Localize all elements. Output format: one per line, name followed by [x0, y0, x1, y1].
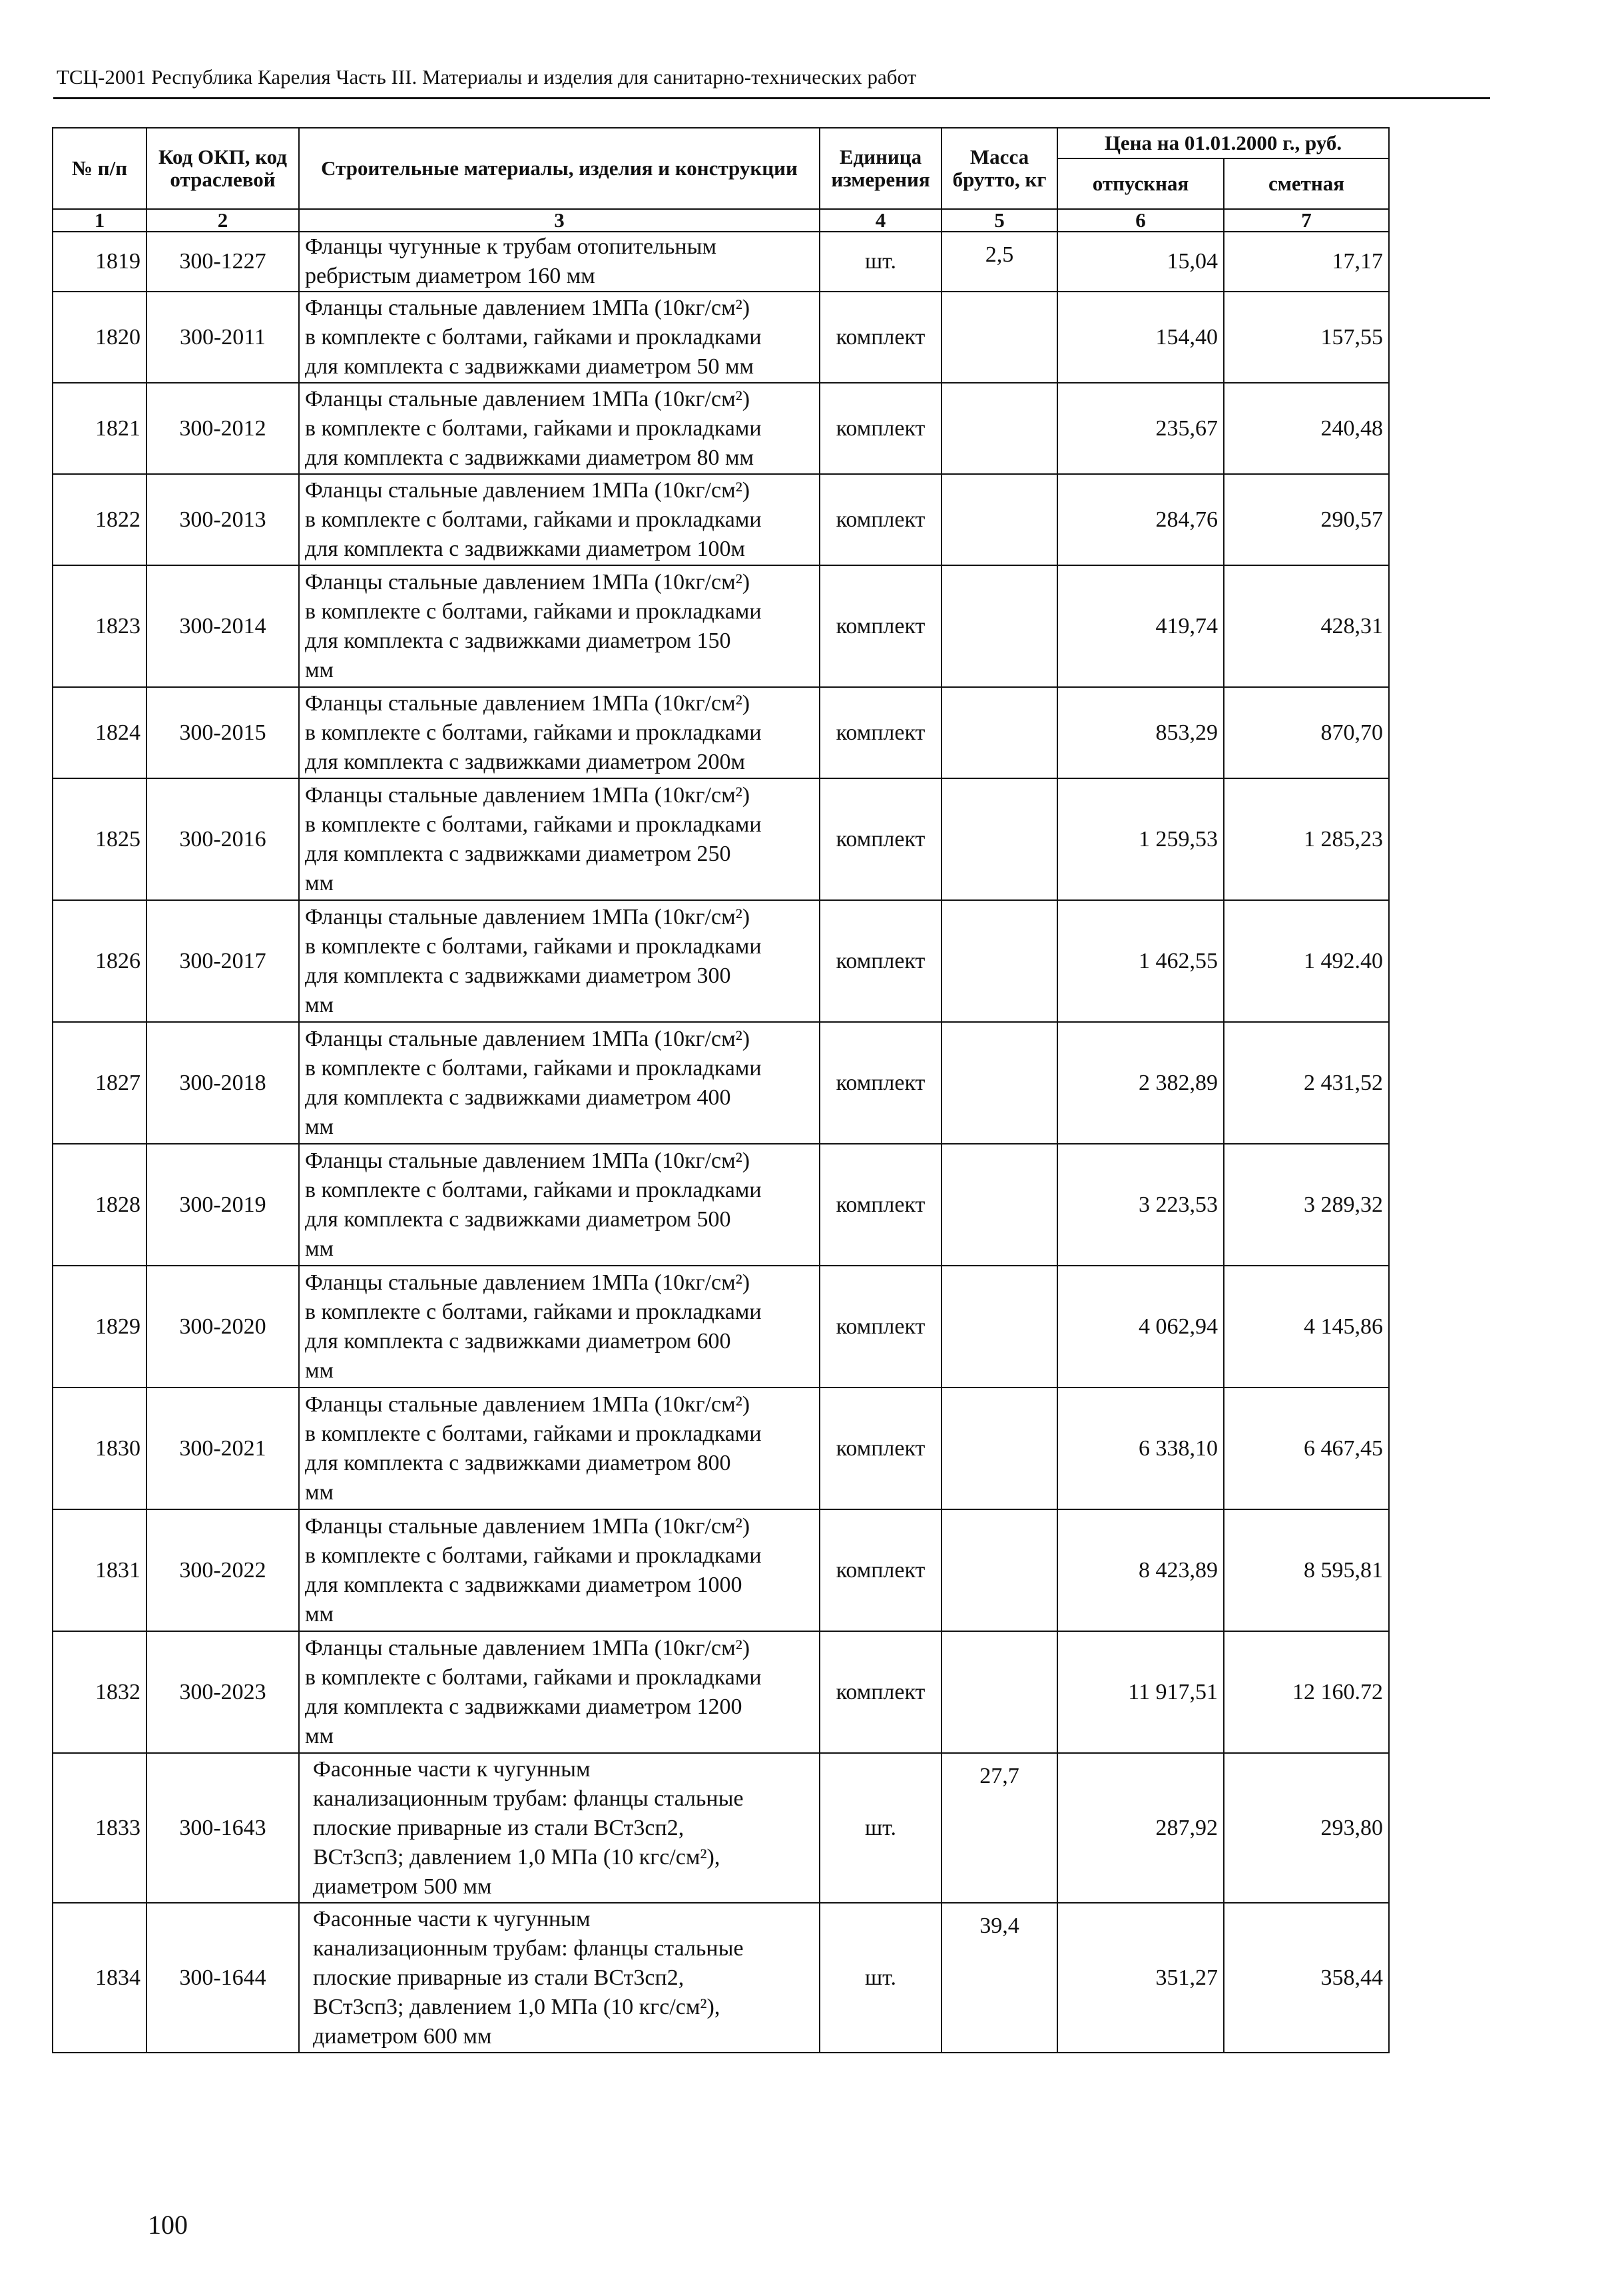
row-release-price: 6 338,10 [1057, 1388, 1224, 1509]
row-release-price: 2 382,89 [1057, 1022, 1224, 1144]
description-line: Фланцы стальные давлением 1МПа (10кг/см²) [305, 386, 750, 411]
row-mass [942, 1631, 1057, 1753]
column-number: 7 [1224, 209, 1389, 232]
row-mass [942, 1144, 1057, 1266]
row-description [299, 292, 820, 383]
description-line: в комплекте с болтами, гайками и прокладками [305, 599, 762, 624]
table-row [53, 232, 1389, 292]
price-table [52, 127, 1390, 2053]
description-line: в комплекте с болтами, гайками и прокладками [305, 720, 762, 745]
row-release-price: 11 917,51 [1057, 1631, 1224, 1753]
description-line: канализационным трубам: фланцы стальные [313, 1935, 744, 1961]
header-estimate: сметная [1224, 158, 1389, 209]
row-number: 1834 [53, 1903, 146, 2053]
row-description [299, 383, 820, 474]
table-row [53, 292, 1389, 383]
description-line: плоские приварные из стали ВСт3сп2, [313, 1815, 684, 1840]
row-code: 300-2021 [146, 1388, 299, 1509]
table-row [53, 565, 1389, 687]
row-mass [942, 1266, 1057, 1388]
description-line: для комплекта с задвижками диаметром 150 [305, 628, 731, 653]
row-number: 1829 [53, 1266, 146, 1388]
description-line: Фланцы стальные давлением 1МПа (10кг/см²) [305, 295, 750, 320]
row-unit: комплект [820, 292, 942, 383]
row-release-price: 235,67 [1057, 383, 1224, 474]
description-line: канализационным трубам: фланцы стальные [313, 1786, 744, 1811]
description-line: мм [305, 1358, 334, 1383]
header-price-group: Цена на 01.01.2000 г., руб. [1057, 128, 1389, 158]
row-estimate-price: 8 595,81 [1224, 1509, 1389, 1631]
column-number: 5 [942, 209, 1057, 232]
row-number: 1826 [53, 900, 146, 1022]
description-line: в комплекте с болтами, гайками и прокладками [305, 415, 762, 441]
row-code: 300-1227 [146, 232, 299, 292]
row-unit: комплект [820, 1509, 942, 1631]
row-description [299, 1753, 820, 1903]
row-unit: шт. [820, 1753, 942, 1903]
row-code: 300-2020 [146, 1266, 299, 1388]
row-mass [942, 900, 1057, 1022]
description-line: в комплекте с болтами, гайками и прокладками [305, 933, 762, 959]
table-row [53, 383, 1389, 474]
row-code: 300-2017 [146, 900, 299, 1022]
row-description [299, 1631, 820, 1753]
row-release-price: 8 423,89 [1057, 1509, 1224, 1631]
row-description [299, 1144, 820, 1266]
table-row [53, 1266, 1389, 1388]
row-mass [942, 292, 1057, 383]
row-number: 1832 [53, 1631, 146, 1753]
row-estimate-price: 358,44 [1224, 1903, 1389, 2053]
header-name: Строительные материалы, изделия и конструкции [299, 128, 820, 209]
table-row [53, 1753, 1389, 1903]
description-line: мм [305, 1114, 334, 1139]
row-release-price: 1 259,53 [1057, 778, 1224, 900]
row-unit: шт. [820, 1903, 942, 2053]
description-line: для комплекта с задвижками диаметром 100м [305, 536, 746, 561]
row-code: 300-2019 [146, 1144, 299, 1266]
table-row [53, 474, 1389, 565]
row-description [299, 900, 820, 1022]
description-line: Фасонные части к чугунным [313, 1906, 591, 1931]
row-estimate-price: 17,17 [1224, 232, 1389, 292]
row-code: 300-1644 [146, 1903, 299, 2053]
row-estimate-price: 1 285,23 [1224, 778, 1389, 900]
description-line: для комплекта с задвижками диаметром 200м [305, 749, 746, 774]
row-unit: комплект [820, 1022, 942, 1144]
row-estimate-price: 4 145,86 [1224, 1266, 1389, 1388]
header-mass: Масса брутто, кг [942, 128, 1057, 209]
column-number: 2 [146, 209, 299, 232]
row-unit: комплект [820, 1631, 942, 1753]
description-line: Фланцы чугунные к трубам отопительным [305, 234, 716, 259]
description-line: Фланцы стальные давлением 1МПа (10кг/см²) [305, 690, 750, 716]
row-description [299, 474, 820, 565]
row-release-price: 15,04 [1057, 232, 1224, 292]
row-number: 1828 [53, 1144, 146, 1266]
row-release-price: 154,40 [1057, 292, 1224, 383]
description-line: Фланцы стальные давлением 1МПа (10кг/см²) [305, 1270, 750, 1295]
table-row [53, 1509, 1389, 1631]
row-mass [942, 778, 1057, 900]
row-unit: шт. [820, 232, 942, 292]
description-line: для комплекта с задвижками диаметром 80 мм [305, 445, 754, 470]
header-release: отпускная [1057, 158, 1224, 209]
row-code: 300-2013 [146, 474, 299, 565]
table-row [53, 900, 1389, 1022]
row-release-price: 284,76 [1057, 474, 1224, 565]
description-line: для комплекта с задвижками диаметром 400 [305, 1085, 731, 1110]
row-unit: комплект [820, 1388, 942, 1509]
row-release-price: 351,27 [1057, 1903, 1224, 2053]
row-description [299, 232, 820, 292]
page-header: ТСЦ-2001 Республика Карелия Часть III. Материалы и изделия для санитарно-технических работ [57, 65, 917, 89]
row-number: 1833 [53, 1753, 146, 1903]
row-number: 1823 [53, 565, 146, 687]
header-num: № п/п [53, 128, 146, 209]
description-line: в комплекте с болтами, гайками и прокладками [305, 1543, 762, 1568]
row-number: 1830 [53, 1388, 146, 1509]
row-code: 300-2016 [146, 778, 299, 900]
description-line: для комплекта с задвижками диаметром 1000 [305, 1572, 742, 1597]
row-number: 1819 [53, 232, 146, 292]
row-unit: комплект [820, 1266, 942, 1388]
row-description [299, 1022, 820, 1144]
row-mass [942, 687, 1057, 778]
row-estimate-price: 1 492.40 [1224, 900, 1389, 1022]
description-line: Фланцы стальные давлением 1МПа (10кг/см²) [305, 477, 750, 503]
description-line: мм [305, 1601, 334, 1627]
row-unit: комплект [820, 1144, 942, 1266]
row-unit: комплект [820, 778, 942, 900]
row-number: 1827 [53, 1022, 146, 1144]
description-line: Фланцы стальные давлением 1МПа (10кг/см²) [305, 1392, 750, 1417]
column-number: 1 [53, 209, 146, 232]
description-line: для комплекта с задвижками диаметром 1200 [305, 1694, 742, 1719]
description-line: Фланцы стальные давлением 1МПа (10кг/см²) [305, 782, 750, 808]
row-number: 1822 [53, 474, 146, 565]
column-number: 6 [1057, 209, 1224, 232]
row-description [299, 1903, 820, 2053]
row-mass [942, 1388, 1057, 1509]
description-line: мм [305, 1479, 334, 1505]
row-unit: комплект [820, 900, 942, 1022]
row-mass: 27,7 [942, 1753, 1057, 1903]
row-estimate-price: 428,31 [1224, 565, 1389, 687]
description-line: ребристым диаметром 160 мм [305, 264, 595, 288]
description-line: мм [305, 1723, 334, 1748]
description-line: мм [305, 992, 334, 1017]
row-mass: 2,5 [942, 232, 1057, 292]
row-code: 300-2015 [146, 687, 299, 778]
row-release-price: 1 462,55 [1057, 900, 1224, 1022]
table-row [53, 1144, 1389, 1266]
row-unit: комплект [820, 687, 942, 778]
row-code: 300-2012 [146, 383, 299, 474]
row-description [299, 1266, 820, 1388]
header-code: Код ОКП, код отраслевой [146, 128, 299, 209]
table-row [53, 687, 1389, 778]
description-line: ВСт3сп3; давлением 1,0 МПа (10 кгс/см²), [313, 1994, 720, 2019]
description-line: в комплекте с болтами, гайками и прокладками [305, 812, 762, 837]
description-line: ВСт3сп3; давлением 1,0 МПа (10 кгс/см²), [313, 1844, 720, 1870]
row-number: 1825 [53, 778, 146, 900]
row-unit: комплект [820, 474, 942, 565]
row-estimate-price: 6 467,45 [1224, 1388, 1389, 1509]
row-number: 1824 [53, 687, 146, 778]
table-row [53, 1388, 1389, 1509]
row-number: 1821 [53, 383, 146, 474]
row-release-price: 3 223,53 [1057, 1144, 1224, 1266]
row-estimate-price: 12 160.72 [1224, 1631, 1389, 1753]
description-line: для комплекта с задвижками диаметром 50 мм [305, 354, 754, 379]
row-mass [942, 1022, 1057, 1144]
row-number: 1831 [53, 1509, 146, 1631]
description-line: Фланцы стальные давлением 1МПа (10кг/см²) [305, 569, 750, 595]
description-line: в комплекте с болтами, гайками и прокладками [305, 1664, 762, 1690]
description-line: Фланцы стальные давлением 1МПа (10кг/см²) [305, 1148, 750, 1173]
row-estimate-price: 240,48 [1224, 383, 1389, 474]
column-number: 4 [820, 209, 942, 232]
row-mass [942, 1509, 1057, 1631]
table-row [53, 1631, 1389, 1753]
row-code: 300-2011 [146, 292, 299, 383]
row-code: 300-2014 [146, 565, 299, 687]
page-number: 100 [148, 2210, 188, 2240]
description-line: для комплекта с задвижками диаметром 300 [305, 963, 731, 988]
description-line: Фланцы стальные давлением 1МПа (10кг/см²) [305, 1513, 750, 1539]
row-release-price: 4 062,94 [1057, 1266, 1224, 1388]
description-line: в комплекте с болтами, гайками и прокладками [305, 324, 762, 350]
row-code: 300-2018 [146, 1022, 299, 1144]
table-row [53, 778, 1389, 900]
row-release-price: 419,74 [1057, 565, 1224, 687]
description-line: Фасонные части к чугунным [313, 1756, 591, 1782]
row-description [299, 778, 820, 900]
description-line: Фланцы стальные давлением 1МПа (10кг/см²) [305, 1026, 750, 1051]
description-line: мм [305, 657, 334, 682]
row-code: 300-1643 [146, 1753, 299, 1903]
description-line: Фланцы стальные давлением 1МПа (10кг/см²) [305, 1635, 750, 1660]
column-number: 3 [299, 209, 820, 232]
row-number: 1820 [53, 292, 146, 383]
description-line: в комплекте с болтами, гайками и прокладками [305, 507, 762, 532]
row-estimate-price: 293,80 [1224, 1753, 1389, 1903]
row-estimate-price: 157,55 [1224, 292, 1389, 383]
header-unit: Единица измерения [820, 128, 942, 209]
row-estimate-price: 3 289,32 [1224, 1144, 1389, 1266]
description-line: для комплекта с задвижками диаметром 250 [305, 841, 731, 866]
description-line: для комплекта с задвижками диаметром 500 [305, 1206, 731, 1232]
row-code: 300-2023 [146, 1631, 299, 1753]
description-line: для комплекта с задвижками диаметром 800 [305, 1450, 731, 1475]
description-line: Фланцы стальные давлением 1МПа (10кг/см²) [305, 904, 750, 929]
description-line: диаметром 600 мм [313, 2023, 492, 2049]
row-code: 300-2022 [146, 1509, 299, 1631]
row-unit: комплект [820, 565, 942, 687]
row-unit: комплект [820, 383, 942, 474]
row-description [299, 1509, 820, 1631]
row-mass [942, 474, 1057, 565]
row-mass [942, 383, 1057, 474]
row-estimate-price: 290,57 [1224, 474, 1389, 565]
description-line: мм [305, 1236, 334, 1261]
row-release-price: 287,92 [1057, 1753, 1224, 1903]
description-line: плоские приварные из стали ВСт3сп2, [313, 1965, 684, 1990]
description-line: в комплекте с болтами, гайками и прокладками [305, 1299, 762, 1324]
header-rule [53, 97, 1490, 99]
row-mass: 39,4 [942, 1903, 1057, 2053]
row-description [299, 565, 820, 687]
row-description [299, 1388, 820, 1509]
table-row [53, 1903, 1389, 2053]
row-release-price: 853,29 [1057, 687, 1224, 778]
row-mass [942, 565, 1057, 687]
row-estimate-price: 2 431,52 [1224, 1022, 1389, 1144]
table-row [53, 1022, 1389, 1144]
description-line: в комплекте с болтами, гайками и прокладками [305, 1055, 762, 1081]
description-line: мм [305, 870, 334, 895]
description-line: в комплекте с болтами, гайками и прокладками [305, 1421, 762, 1446]
row-description [299, 687, 820, 778]
description-line: в комплекте с болтами, гайками и прокладками [305, 1177, 762, 1202]
description-line: для комплекта с задвижками диаметром 600 [305, 1328, 731, 1354]
row-estimate-price: 870,70 [1224, 687, 1389, 778]
description-line: диаметром 500 мм [313, 1874, 492, 1899]
